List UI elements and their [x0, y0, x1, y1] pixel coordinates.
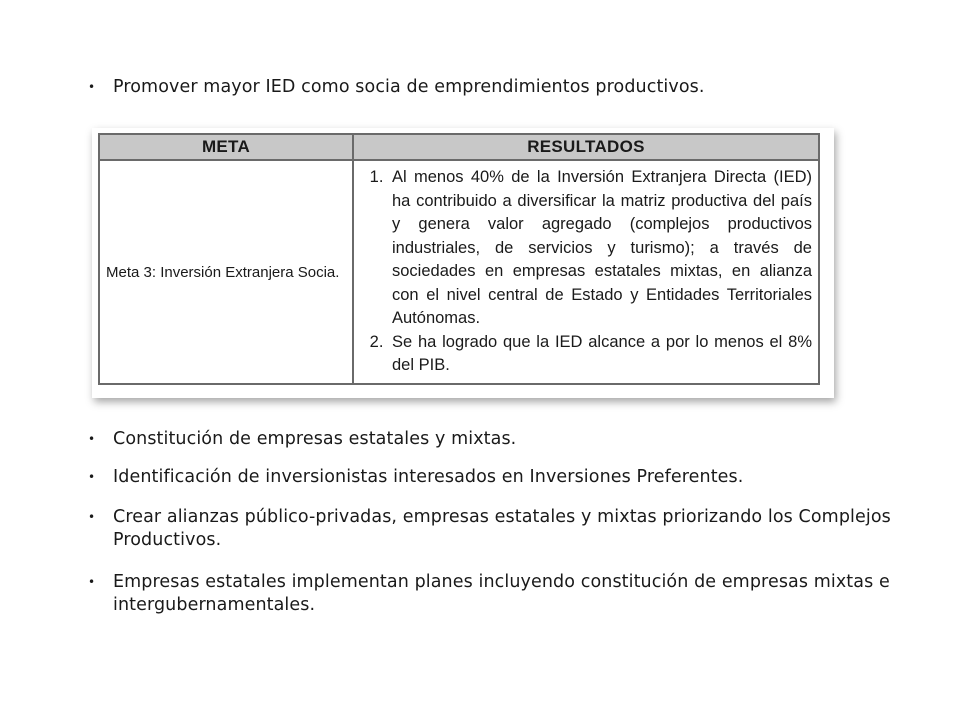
bullet-icon: • [88, 470, 96, 484]
bullet-text: Crear alianzas público-privadas, empresas estatales y mixtas priorizando los Complejos Productivos. [113, 507, 891, 550]
bullet-text: Promover mayor IED como socia de emprendimientos productivos. [113, 77, 705, 97]
bullet-text: Empresas estatales implementan planes incluyendo constitución de empresas mixtas e intergubernamentales. [113, 572, 890, 615]
bullet-item [88, 76, 893, 99]
bullet-icon: • [88, 432, 96, 446]
table-header-resultados: RESULTADOS [353, 134, 819, 160]
bullet-icon: • [88, 575, 96, 589]
table-header-meta: META [99, 134, 353, 160]
goals-table [98, 133, 820, 385]
bullet-item [88, 428, 893, 451]
results-list [362, 166, 812, 378]
bullet-icon: • [88, 510, 96, 524]
bullet-icon: • [88, 80, 96, 94]
bullet-item [88, 466, 893, 489]
results-cell [353, 160, 819, 384]
result-item: 1. Al menos 40% de la Inversión Extranjera Directa (IED) ha contribuido a diversificar la matriz productiva del país y genera valor agregado (complejos productivos industriales, de servicios y turismo); a través de sociedades en empresas estatales mixtas, en alianza con el nivel central de Estado y Entidades Territoriales Autónomas. [388, 166, 812, 331]
bullet-text: Identificación de inversionistas interesados en Inversiones Preferentes. [113, 467, 744, 487]
bullet-text: Constitución de empresas estatales y mixtas. [113, 429, 517, 449]
meta-cell: Meta 3: Inversión Extranjera Socia. [99, 160, 353, 384]
result-item: 2. Se ha logrado que la IED alcance a por lo menos el 8% del PIB. [388, 331, 812, 378]
bullet-item [88, 571, 893, 617]
goals-table-image [92, 128, 834, 398]
bullet-item [88, 506, 893, 552]
